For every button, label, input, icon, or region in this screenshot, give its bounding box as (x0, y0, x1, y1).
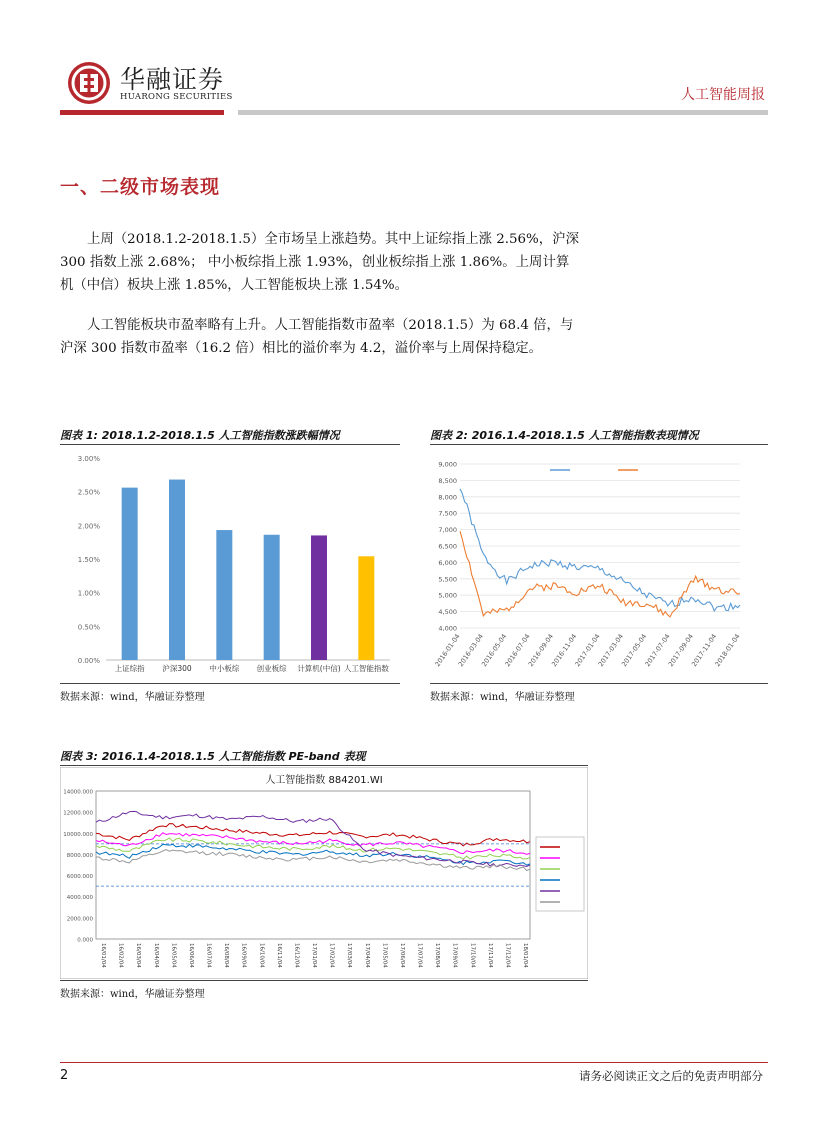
bar-chart-index-change (60, 446, 400, 682)
x-tick-label: 2017-05-04 (620, 632, 649, 669)
x-tick-label: 16/11/04 (275, 943, 282, 968)
legend-box (536, 837, 584, 911)
x-tick-label: 2018-01-04 (713, 632, 742, 669)
x-tick-label: 17/02/04 (328, 943, 335, 968)
figure-1-source: 数据来源：wind，华融证券整理 (60, 692, 205, 703)
x-tick-label: 2016-01-04 (433, 632, 462, 669)
y-tick-label: 9,000 (438, 460, 457, 469)
x-tick-label: 16/08/04 (223, 943, 230, 968)
x-tick-label: 16/07/04 (205, 943, 212, 968)
x-tick-label: 18/01/04 (522, 943, 528, 968)
bar-0 (122, 488, 138, 660)
y-tick-label: 1.00% (77, 589, 100, 598)
x-tick-label: 沪深300 (162, 664, 192, 673)
pe-band-chart (60, 767, 588, 979)
x-tick-label: 17/10/04 (469, 943, 476, 968)
figure-1-top-rule (60, 444, 400, 445)
header-rule-gray (238, 110, 768, 115)
y-tick-label: 4000.000 (66, 895, 93, 902)
y-tick-label: 5,000 (438, 591, 457, 600)
x-tick-label: 17/08/04 (434, 943, 441, 968)
bar-5 (358, 556, 374, 660)
bar-2 (216, 530, 232, 660)
y-tick-label: 6,500 (438, 542, 457, 551)
x-tick-label: 17/11/04 (486, 943, 493, 968)
y-tick-label: 5,500 (438, 575, 457, 584)
y-tick-label: 7,000 (438, 526, 457, 535)
x-tick-label: 2016-09-04 (526, 632, 555, 669)
bar-1 (169, 480, 185, 660)
y-tick-label: 4,000 (438, 624, 457, 633)
y-tick-label: 6000.000 (66, 874, 93, 881)
figure-1-bottom-rule (60, 683, 400, 684)
figure-2-title: 图表 2: 2016.1.4-2018.1.5 人工智能指数表现情况 (430, 429, 699, 442)
x-tick-label: 16/12/04 (293, 943, 300, 968)
y-tick-label: 4,500 (438, 608, 457, 617)
y-tick-label: 2.00% (77, 522, 100, 531)
disclaimer-note: 请务必阅读正文之后的免责声明部分 (579, 1069, 763, 1083)
y-tick-label: 8000.000 (66, 852, 93, 859)
x-tick-label: 2016-11-04 (550, 632, 579, 669)
report-type: 人工智能周报 (681, 87, 765, 103)
x-tick-label: 16/06/04 (187, 943, 194, 968)
x-tick-label: 17/01/04 (311, 943, 317, 968)
y-tick-label: 7,500 (438, 509, 457, 518)
x-tick-label: 16/03/04 (135, 943, 142, 968)
x-tick-label: 17/06/04 (398, 943, 405, 968)
x-tick-label: 16/04/04 (152, 943, 159, 968)
y-tick-label: 14000.000 (63, 789, 93, 796)
x-tick-label: 中小板综 (209, 664, 240, 673)
x-tick-label: 16/09/04 (240, 943, 247, 968)
x-tick-label: 2017-09-04 (666, 632, 695, 669)
chart-title: 人工智能指数 884201.WI (265, 775, 383, 786)
x-tick-label: 17/04/04 (363, 943, 370, 968)
figure-3-top-rule (60, 765, 588, 766)
paragraph-1: 上周（2018.1.2-2018.1.5）全市场呈上涨趋势。其中上证综指上涨 2.56%，沪深 300 指数上涨 2.68%； 中小板综指上涨 1.93%，创业板综指上涨 1.86%。上周计算机（中信）板块上涨 1.85%，人工智能板块上涨 1.54%。 (60, 232, 579, 293)
y-tick-label: 1.50% (77, 556, 100, 564)
x-tick-label: 17/12/04 (504, 943, 511, 968)
x-tick-label: 创业板综 (256, 664, 287, 673)
figure-1-title: 图表 1: 2018.1.2-2018.1.5 人工智能指数涨跌幅情况 (60, 429, 340, 442)
x-tick-label: 16/05/04 (170, 943, 177, 968)
section-title: 一、二级市场表现 (60, 176, 221, 198)
y-tick-label: 2.50% (77, 488, 100, 497)
line-chart-index-performance (430, 446, 768, 682)
x-tick-label: 16/01/04 (100, 943, 106, 968)
y-tick-label: 0.000 (77, 937, 93, 944)
x-tick-label: 2016-05-04 (480, 632, 509, 669)
x-tick-label: 2017-03-04 (596, 632, 625, 669)
huarong-logo (66, 60, 112, 106)
y-tick-label: 0.50% (77, 623, 100, 632)
series-line-0 (460, 489, 740, 611)
page-number: 2 (60, 1068, 69, 1083)
x-tick-label: 2016-07-04 (503, 632, 532, 669)
x-tick-label: 17/05/04 (381, 943, 388, 968)
y-tick-label: 8,500 (438, 476, 457, 485)
y-tick-label: 3.00% (77, 455, 100, 463)
y-tick-label: 0.00% (77, 657, 100, 665)
series-line-1 (460, 531, 740, 617)
figure-2-source: 数据来源：wind，华融证券整理 (430, 692, 575, 703)
bar-3 (264, 535, 280, 660)
figure-2-bottom-rule (430, 683, 768, 684)
y-tick-label: 10000.000 (63, 831, 93, 838)
x-tick-label: 17/07/04 (416, 943, 423, 968)
figure-3-title: 图表 3: 2016.1.4-2018.1.5 人工智能指数 PE-band 表现 (60, 750, 366, 763)
x-tick-label: 17/09/04 (451, 943, 458, 968)
figure-2-top-rule (430, 444, 768, 445)
brand-english-name: HUARONG SECURITIES (120, 92, 233, 102)
x-tick-label: 16/10/04 (258, 943, 265, 968)
footer-rule (60, 1062, 768, 1063)
x-tick-label: 计算机(中信) (297, 664, 341, 673)
y-tick-label: 12000.000 (63, 810, 93, 817)
figure-3-source: 数据来源：wind，华融证券整理 (60, 989, 205, 1000)
x-tick-label: 2017-07-04 (643, 632, 672, 669)
bar-4 (311, 535, 327, 660)
y-tick-label: 2000.000 (66, 916, 93, 923)
plot-area (96, 791, 530, 939)
x-tick-label: 2016-03-04 (456, 632, 485, 669)
x-tick-label: 17/03/04 (346, 943, 353, 968)
header-rule-red (60, 110, 224, 115)
y-tick-label: 6,000 (438, 558, 457, 567)
x-tick-label: 2017-11-04 (690, 632, 719, 669)
x-tick-label: 2017-01-04 (573, 632, 602, 669)
x-tick-label: 人工智能指数 (343, 664, 389, 673)
figure-3-bottom-rule (60, 980, 588, 981)
x-tick-label: 上证综指 (114, 664, 145, 673)
y-tick-label: 8,000 (438, 493, 457, 502)
paragraph-2: 人工智能板块市盈率略有上升。人工智能指数市盈率（2018.1.5）为 68.4 倍，与沪深 300 指数市盈率（16.2 倍）相比的溢价率为 4.2，溢价率与上周保持稳定。 (60, 318, 574, 356)
brand-name: 华融证券 (120, 65, 225, 94)
x-tick-label: 16/02/04 (117, 943, 124, 968)
